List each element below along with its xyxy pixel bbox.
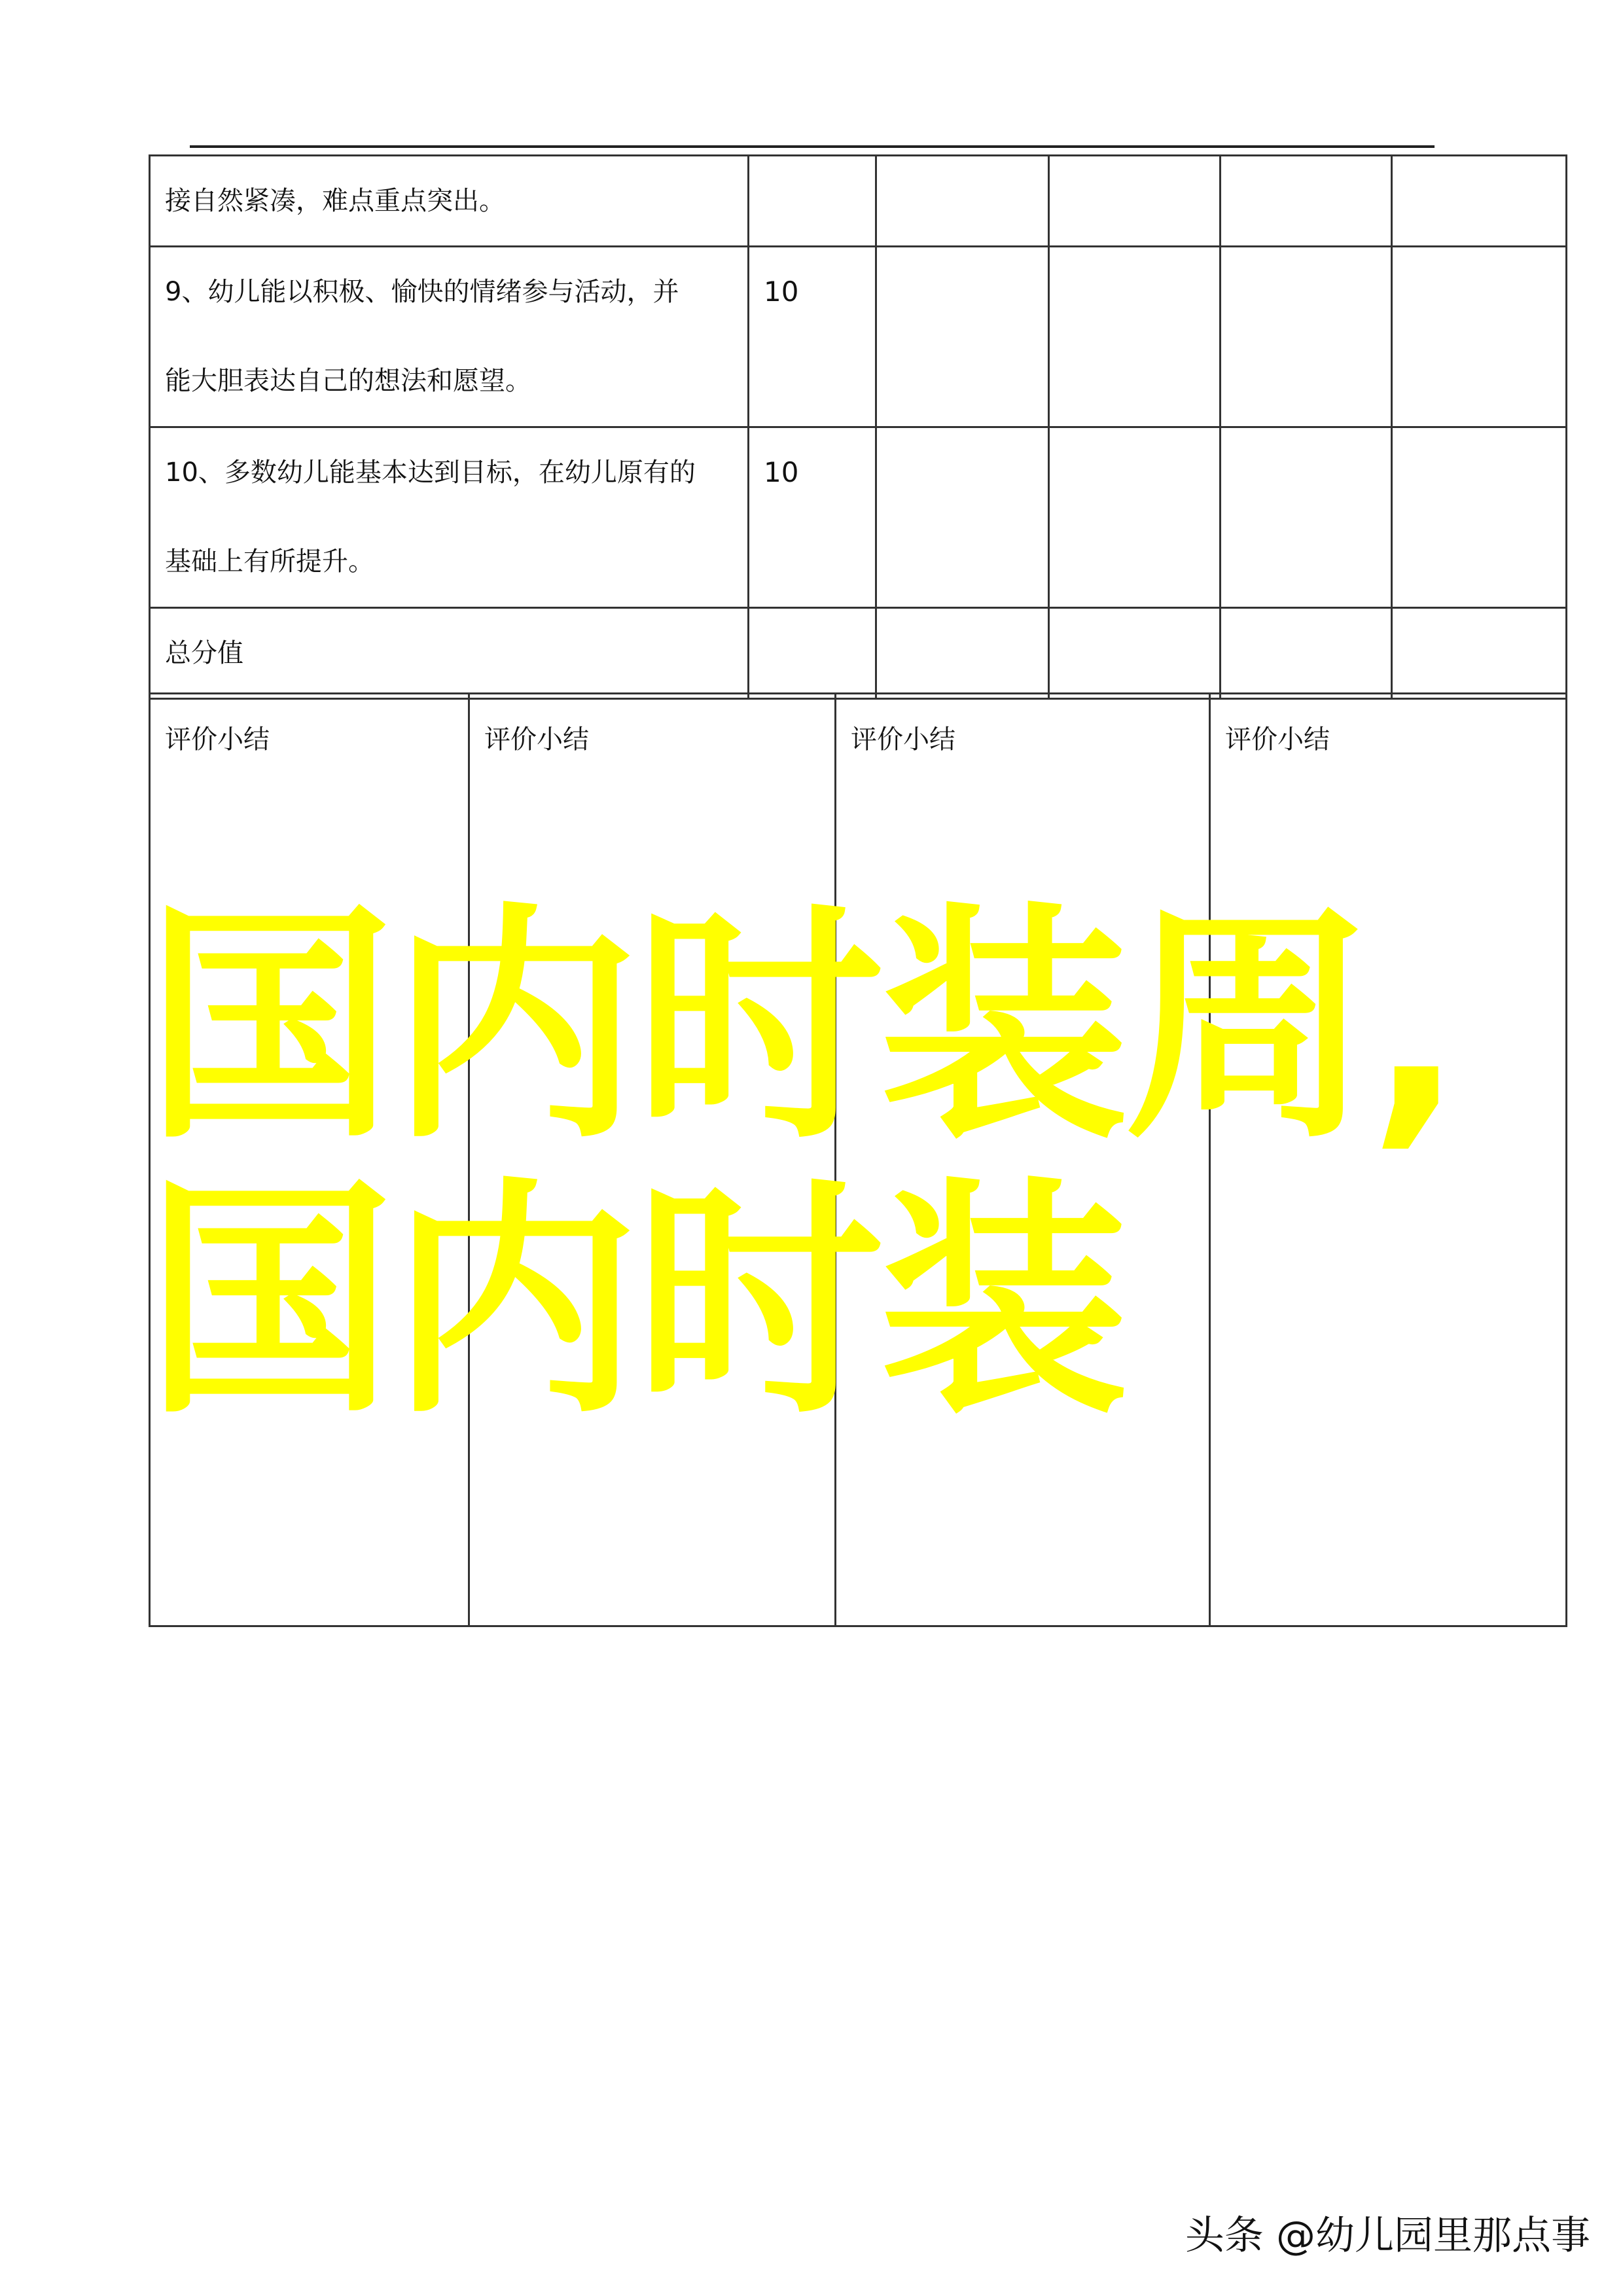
empty-cell xyxy=(876,247,1049,427)
summary-label: 评价小结 xyxy=(165,725,270,755)
empty-cell xyxy=(876,608,1049,699)
top-rule-line xyxy=(190,145,1435,148)
score-cell xyxy=(749,608,876,699)
empty-cell xyxy=(876,156,1049,247)
criteria-text-line-2: 能大胆表达自己的想法和愿望。 xyxy=(165,366,531,396)
score-table xyxy=(149,154,1567,700)
empty-cell xyxy=(1049,427,1221,608)
summary-table xyxy=(149,692,1567,1627)
summary-label: 评价小结 xyxy=(484,725,589,755)
summary-row xyxy=(150,694,1567,1626)
empty-cell xyxy=(1221,247,1392,427)
overlay-title: 国内时装周,国内时装 xyxy=(145,882,1460,1447)
score-cell xyxy=(749,247,876,427)
criteria-cell xyxy=(150,427,749,608)
score-cell xyxy=(749,156,876,247)
criteria-text-line-1: 9、幼儿能以积极、愉快的情绪参与活动，并 xyxy=(165,277,679,307)
empty-cell xyxy=(1049,247,1221,427)
score-value: 10 xyxy=(764,276,799,308)
empty-cell xyxy=(1221,608,1392,699)
summary-label: 评价小结 xyxy=(851,725,955,755)
summary-cell xyxy=(150,694,469,1626)
empty-cell xyxy=(1392,156,1567,247)
empty-cell xyxy=(1392,247,1567,427)
empty-cell xyxy=(876,427,1049,608)
table-row-total xyxy=(150,608,1567,699)
score-value: 10 xyxy=(764,456,799,488)
empty-cell xyxy=(1392,427,1567,608)
empty-cell xyxy=(1221,156,1392,247)
criteria-cell xyxy=(150,156,749,247)
summary-cell xyxy=(469,694,836,1626)
criteria-text-line-2: 基础上有所提升。 xyxy=(165,547,374,577)
criteria-cell xyxy=(150,608,749,699)
source-watermark: 头条 @幼儿园里那点事 xyxy=(1185,2213,1590,2259)
criteria-text-line-1: 10、多数幼儿能基本达到目标，在幼儿原有的 xyxy=(165,457,696,488)
table-row xyxy=(150,156,1567,247)
empty-cell xyxy=(1049,608,1221,699)
empty-cell xyxy=(1392,608,1567,699)
empty-cell xyxy=(1049,156,1221,247)
summary-cell xyxy=(836,694,1210,1626)
summary-label: 评价小结 xyxy=(1225,725,1330,755)
score-cell xyxy=(749,427,876,608)
criteria-text: 接自然紧凑，难点重点突出。 xyxy=(165,186,505,216)
criteria-cell xyxy=(150,247,749,427)
empty-cell xyxy=(1221,427,1392,608)
table-row xyxy=(150,427,1567,608)
summary-cell xyxy=(1210,694,1567,1626)
total-label: 总分值 xyxy=(165,638,243,668)
table-row xyxy=(150,247,1567,427)
